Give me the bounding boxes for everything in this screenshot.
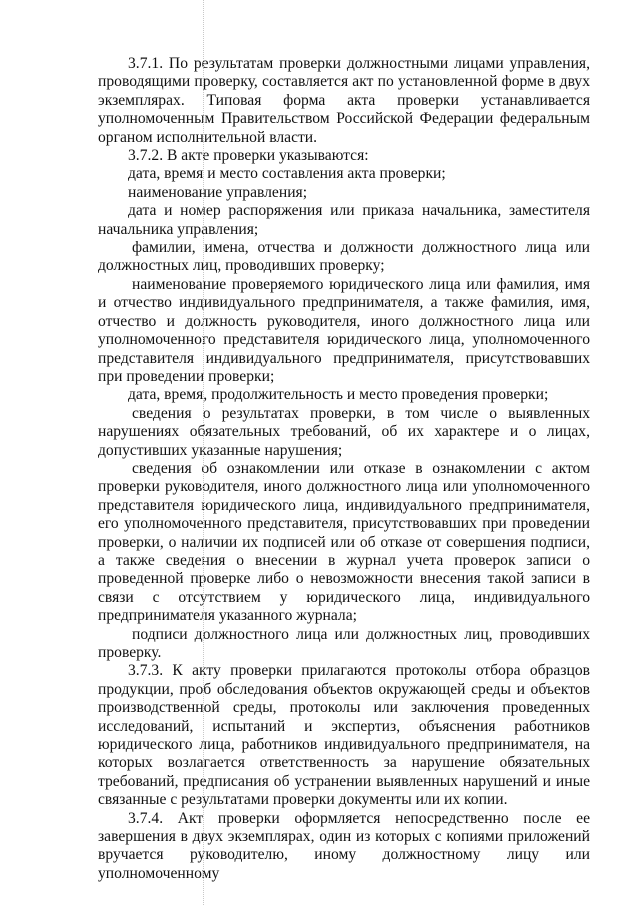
list-item-inspected-entity: наименование проверяемого юридического лица или фамилия, имя и отчество индивидуального предпринимателя, а также фамилия, имя, отчество и должность руководителя, иного должностного лица или уполномоченного представителя юридического лица, уполномоченного представителя индивидуального предпринимателя, присутствовавших при проведении проверки; <box>98 275 590 385</box>
list-item-inspectors: фамилии, имена, отчества и должности должностного лица или должностных лиц, проводивших проверку; <box>98 239 590 275</box>
list-item-department-name: наименование управления; <box>128 183 308 201</box>
paragraph-3-7-3: 3.7.3. К акту проверки прилагаются протоколы отбора образцов продукции, проб обследования объектов окружающей среды и объектов производственной среды, протоколы или заключения проведенных исследований, испытаний и экспертиз, объяснения работников юридического лица, работников индивидуального предпринимателя, на которых возлагается ответственность за нарушение обязательных требований, предписания об устранении выявленных нарушений и иные связанные с результатами проверки документы или их копии. <box>98 662 590 809</box>
list-item-inspection-time: дата, время, продолжительность и место проведения проверки; <box>128 386 549 404</box>
list-item-signatures: подписи должностного лица или должностных лиц, проводивших проверку. <box>98 625 590 661</box>
list-item-order-number: дата и номер распоряжения или приказа начальника, заместителя начальника управления; <box>98 202 590 238</box>
list-item-acknowledgement: сведения об ознакомлении или отказе в ознакомлении с актом проверки руководителя, иного должностного лица или уполномоченного представителя юридического лица, индивидуального предпринимателя, его уполномоченного представителя, присутствовавших при проведении проверки, о наличии их подписей или об отказе от совершения подписи, а также сведения о внесении в журнал учета проверок записи о проведенной проверке либо о невозможности внесения такой записи в связи с отсутствием у юридического лица, индивидуального предпринимателя указанного журнала; <box>98 459 590 625</box>
paragraph-3-7-4: 3.7.4. Акт проверки оформляется непосредственно после ее завершения в двух экземплярах, один из которых с копиями приложений вручается руководителю, иному должностному лицу или уполномоченному <box>98 809 590 882</box>
list-item-date-place: дата, время и место составления акта проверки; <box>128 165 446 183</box>
paragraph-3-7-1: 3.7.1. По результатам проверки должностными лицами управления, проводящими проверку, составляется акт по установленной форме в двух экземплярах. Типовая форма акта проверки устанавливается уполномоченным Правительством Российской Федерации федеральным органом исполнительной власти. <box>98 55 590 146</box>
paragraph-3-7-2: 3.7.2. В акте проверки указываются: <box>128 147 369 165</box>
scan-fold-mark <box>203 0 204 905</box>
list-item-results: сведения о результатах проверки, в том числе о выявленных нарушениях обязательных требований, об их характере и о лицах, допустивших указанные нарушения; <box>98 404 590 459</box>
